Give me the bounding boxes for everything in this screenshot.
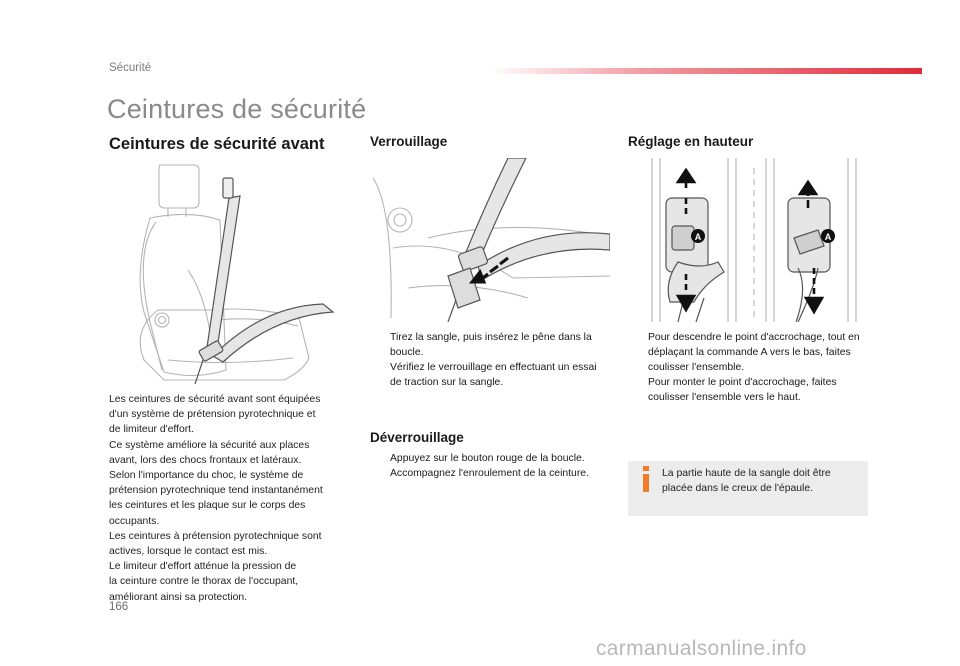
info-note [628, 461, 868, 516]
list-item: Vérifiez le verrouillage en effectuant un essai de traction sur la sangle. [390, 362, 597, 388]
paragraph-line: Selon l'importance du choc, le système de [109, 470, 304, 482]
front-belts-heading: Ceintures de sécurité avant [109, 135, 325, 153]
list-item: Pour descendre le point d'accrochage, tout en déplaçant la commande A vers le bas, faites coulisser l'ensemble. [648, 332, 860, 373]
marker-a-label: A [694, 232, 702, 242]
marker-a-label: A [824, 232, 832, 242]
height-adjust-instructions [628, 330, 873, 405]
unlock-instructions [370, 451, 615, 481]
paragraph-line: de limiteur d'effort. [109, 424, 194, 436]
paragraph-line: Les ceintures à prétension pyrotechnique sont [109, 530, 322, 542]
header-accent-bar [490, 68, 922, 74]
front-belts-description [109, 392, 349, 605]
paragraph-line: occupants. [109, 515, 160, 527]
section-label: Sécurité [109, 62, 152, 74]
page-number: 166 [109, 601, 129, 613]
paragraph-line: la ceinture contre le thorax de l'occupant, [109, 576, 299, 588]
paragraph-line: actives, lorsque le contact est mis. [109, 546, 268, 558]
paragraph-line: d'un système de prétension pyrotechnique et [109, 409, 316, 421]
paragraph-line: avant, lors des chocs frontaux et latéraux. [109, 454, 302, 466]
paragraph-line: prétension pyrotechnique tend instantanément [109, 485, 323, 497]
paragraph-line: Ce système améliore la sécurité aux places [109, 439, 310, 451]
unlock-heading: Déverrouillage [370, 430, 464, 445]
list-item: Appuyez sur le bouton rouge de la boucle. [390, 453, 585, 464]
paragraph-line: Le limiteur d'effort atténue la pression de [109, 561, 297, 573]
paragraph-line: Les ceintures de sécurité avant sont équipées [109, 394, 321, 405]
paragraph-line: améliorant ainsi sa protection. [109, 591, 248, 603]
height-adjuster-illustration [648, 158, 870, 322]
list-item: Accompagnez l'enroulement de la ceinture. [390, 468, 589, 479]
info-note-text: La partie haute de la sangle doit être placée dans le creux de l'épaule. [662, 468, 831, 494]
lock-instructions [370, 330, 610, 390]
height-adjust-heading: Réglage en hauteur [628, 134, 754, 149]
list-item: Pour monter le point d'accrochage, faites coulisser l'ensemble vers le haut. [648, 377, 837, 403]
paragraph-line: les ceintures et les plaque sur le corps des [109, 500, 306, 512]
info-icon [641, 466, 651, 492]
page-title: Ceintures de sécurité [107, 94, 367, 124]
lock-heading: Verrouillage [370, 134, 448, 149]
buckle-illustration [368, 158, 610, 322]
seat-belt-illustration [128, 160, 343, 385]
list-item: Tirez la sangle, puis insérez le pêne dans la boucle. [390, 332, 592, 358]
watermark: carmanualsonline.info [596, 637, 807, 660]
